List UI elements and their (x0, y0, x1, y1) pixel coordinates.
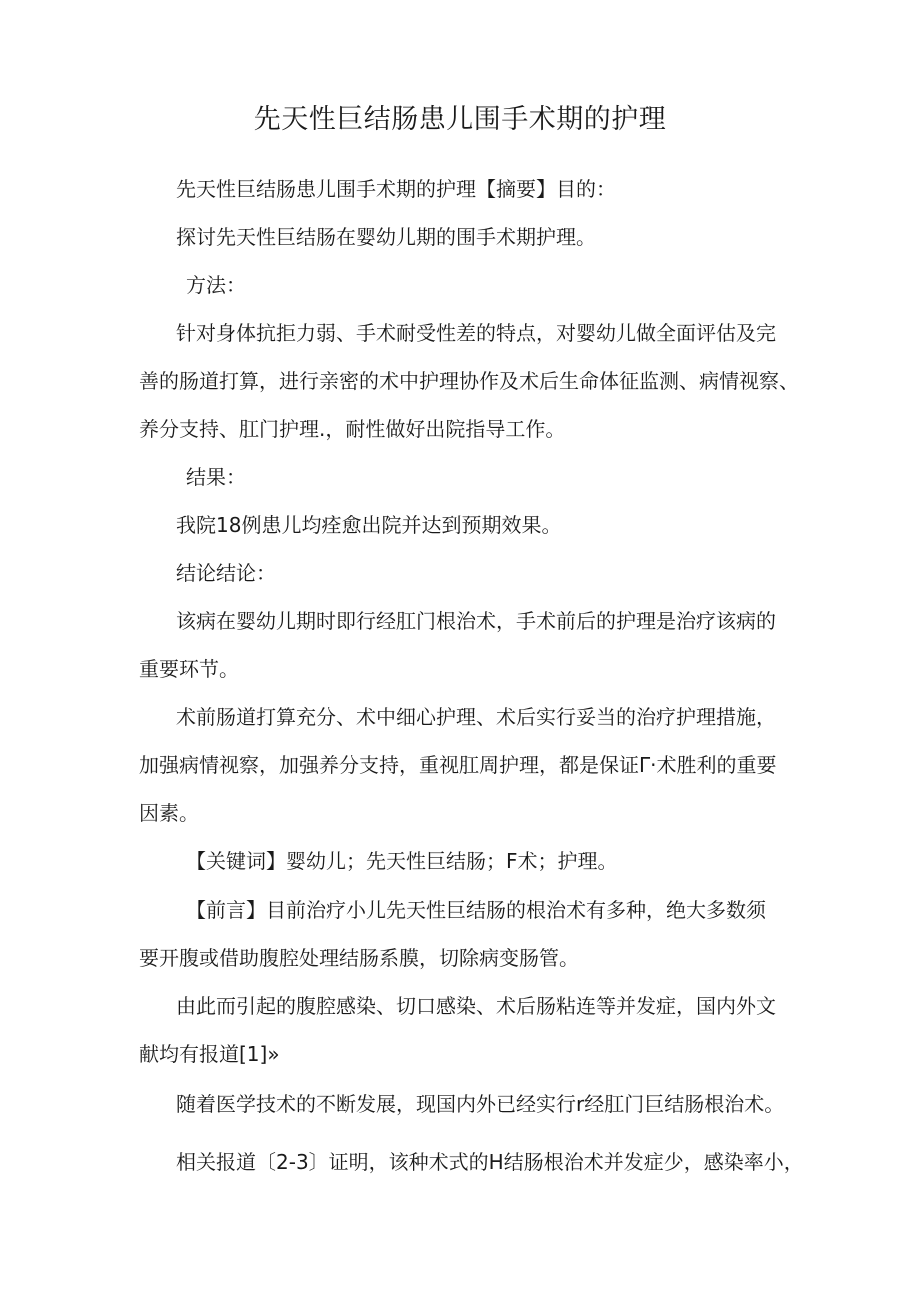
methods-line-1: 针对身体抗拒力弱、手术耐受性差的特点，对婴幼儿做全面评估及完 (176, 321, 776, 345)
preface-line-4: 献均有报道[1]» (139, 1042, 280, 1066)
methods-heading: 方法： (186, 273, 246, 297)
document-title: 先天性巨结肠患儿围手术期的护理 (253, 104, 667, 135)
preface-line-1: 【前言】目前治疗小儿先天性巨结肠的根治术有多种，绝大多数须 (186, 898, 766, 922)
preface-line-2: 要开腹或借助腹腔处理结肠系膜，切除病变肠管。 (139, 946, 579, 970)
results-line: 我院18例患儿均痊愈出院并达到预期效果。 (176, 513, 562, 537)
keywords-line: 【关键词】婴幼儿；先天性巨结肠；F术；护理。 (186, 849, 618, 873)
conclusion-heading: 结论结论： (176, 561, 276, 585)
objective-line: 探讨先天性巨结肠在婴幼儿期的围手术期护理。 (176, 225, 596, 249)
conclusion-line-5: 因素。 (139, 801, 199, 825)
preface-line-6: 相关报道〔2-3〕证明，该种术式的H结肠根治术并发症少，感染率小， (176, 1150, 804, 1174)
conclusion-line-4: 加强病情视察，加强养分支持，重视肛周护理，都是保证Γ·术胜利的重要 (139, 753, 777, 777)
methods-line-3: 养分支持、肛门护理.，耐性做好出院指导工作。 (139, 417, 566, 441)
results-heading: 结果： (186, 465, 246, 489)
methods-line-2: 善的肠道打算，进行亲密的术中护理协作及术后生命体征监测、病情视察、 (139, 369, 799, 393)
conclusion-line-2: 重要环节。 (139, 657, 239, 681)
preface-line-3: 由此而引起的腹腔感染、切口感染、术后肠粘连等并发症，国内外文 (176, 994, 776, 1018)
preface-line-5: 随着医学技术的不断发展，现国内外已经实行r经肛门巨结肠根治术。 (176, 1092, 785, 1116)
abstract-heading-line: 先天性巨结肠患儿围手术期的护理【摘要】目的： (176, 177, 616, 201)
conclusion-line-1: 该病在婴幼儿期时即行经肛门根治术，手术前后的护理是治疗该病的 (176, 609, 776, 633)
conclusion-line-3: 术前肠道打算充分、术中细心护理、术后实行妥当的治疗护理措施， (176, 705, 776, 729)
